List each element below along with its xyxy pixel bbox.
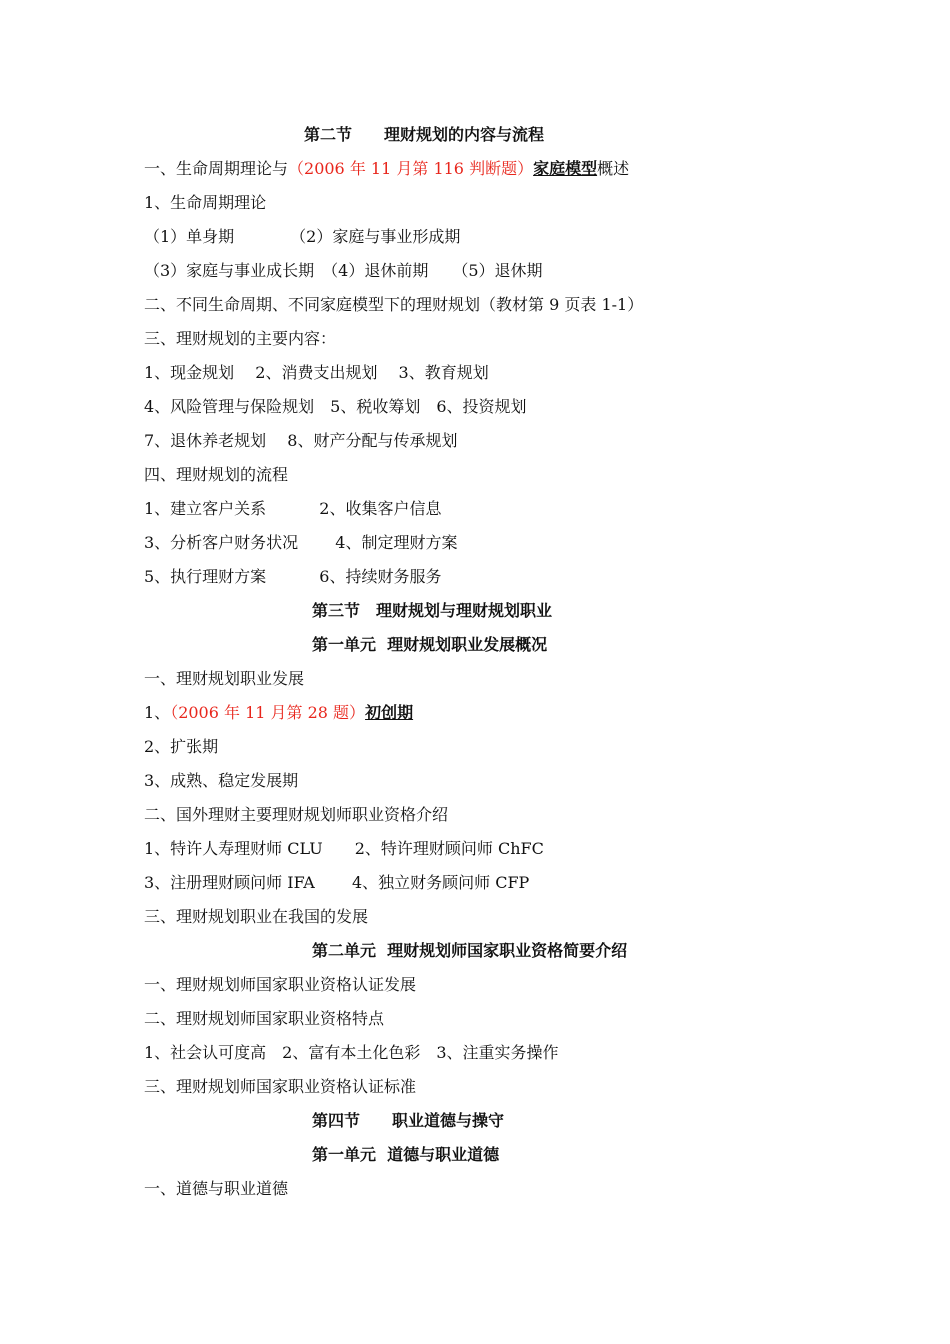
document-body <box>144 118 804 1206</box>
text-line <box>144 390 804 424</box>
text-line <box>144 254 804 288</box>
text-line <box>144 288 804 322</box>
text-segment: 1、现金规划 2、消费支出规划 3、教育规划 <box>144 363 489 382</box>
text-segment: 3、成熟、稳定发展期 <box>144 771 299 790</box>
text-segment: 二、不同生命周期、不同家庭模型下的理财规划（教材第 9 页表 1-1） <box>144 295 644 314</box>
text-line <box>144 798 804 832</box>
text-segment: 4、风险管理与保险规划 5、税收筹划 6、投资规划 <box>144 397 527 416</box>
text-segment: 1、特许人寿理财师 CLU 2、特许理财顾问师 ChFC <box>144 839 544 858</box>
text-line <box>144 1002 804 1036</box>
section-heading <box>144 118 804 152</box>
text-segment: 3、注册理财顾问师 IFA 4、独立财务顾问师 CFP <box>144 873 530 892</box>
text-segment: 一、生命周期理论与 <box>144 159 289 178</box>
text-line <box>144 1172 804 1206</box>
text-line <box>144 322 804 356</box>
text-line <box>144 866 804 900</box>
text-segment: 第一单元 道德与职业道德 <box>312 1145 500 1164</box>
text-segment: 1、建立客户关系 2、收集客户信息 <box>144 499 442 518</box>
text-segment: 3、分析客户财务状况 4、制定理财方案 <box>144 533 458 552</box>
text-line <box>144 356 804 390</box>
text-segment: 一、理财规划师国家职业资格认证发展 <box>144 975 417 994</box>
text-segment: 二、理财规划师国家职业资格特点 <box>144 1009 385 1028</box>
text-line <box>144 832 804 866</box>
text-segment: 第一单元 理财规划职业发展概况 <box>312 635 548 654</box>
section-heading <box>144 1138 804 1172</box>
text-line <box>144 492 804 526</box>
text-segment: 第二节 理财规划的内容与流程 <box>304 125 545 144</box>
text-line <box>144 560 804 594</box>
text-segment: 二、国外理财主要理财规划师职业资格介绍 <box>144 805 449 824</box>
text-segment: 三、理财规划的主要内容： <box>144 329 337 348</box>
text-segment: 1、社会认可度高 2、富有本土化色彩 3、注重实务操作 <box>144 1043 559 1062</box>
text-line <box>144 458 804 492</box>
text-line <box>144 220 804 254</box>
section-heading <box>144 1104 804 1138</box>
key-term: 家庭模型 <box>533 159 598 178</box>
exam-reference: （2006 年 11 月第 28 题） <box>170 703 366 722</box>
text-line <box>144 730 804 764</box>
key-term: 初创期 <box>365 703 414 722</box>
text-segment: （1）单身期 （2）家庭与事业形成期 <box>144 227 461 246</box>
section-heading <box>144 594 804 628</box>
text-segment: 7、退休养老规划 8、财产分配与传承规划 <box>144 431 458 450</box>
text-line <box>144 968 804 1002</box>
text-segment: 三、理财规划师国家职业资格认证标准 <box>144 1077 417 1096</box>
text-line <box>144 900 804 934</box>
text-segment: 第三节 理财规划与理财规划职业 <box>312 601 553 620</box>
section-heading <box>144 934 804 968</box>
text-line <box>144 526 804 560</box>
text-segment: 一、道德与职业道德 <box>144 1179 289 1198</box>
text-line <box>144 1036 804 1070</box>
text-segment: 第二单元 理财规划师国家职业资格简要介绍 <box>312 941 628 960</box>
text-segment: 5、执行理财方案 6、持续财务服务 <box>144 567 442 586</box>
text-segment: 四、理财规划的流程 <box>144 465 289 484</box>
text-segment: 1、生命周期理论 <box>144 193 267 212</box>
text-segment: 1、 <box>144 703 171 722</box>
text-segment: （3）家庭与事业成长期 （4）退休前期 （5）退休期 <box>144 261 543 280</box>
text-line <box>144 186 804 220</box>
text-segment: 一、理财规划职业发展 <box>144 669 305 688</box>
text-line <box>144 1070 804 1104</box>
section-heading <box>144 628 804 662</box>
text-line <box>144 662 804 696</box>
text-line <box>144 764 804 798</box>
text-segment: 概述 <box>597 159 630 178</box>
text-line <box>144 696 804 730</box>
exam-reference: （2006 年 11 月第 116 判断题） <box>288 159 534 178</box>
text-segment: 三、理财规划职业在我国的发展 <box>144 907 369 926</box>
text-line <box>144 152 804 186</box>
text-segment: 第四节 职业道德与操守 <box>312 1111 505 1130</box>
text-segment: 2、扩张期 <box>144 737 219 756</box>
text-line <box>144 424 804 458</box>
